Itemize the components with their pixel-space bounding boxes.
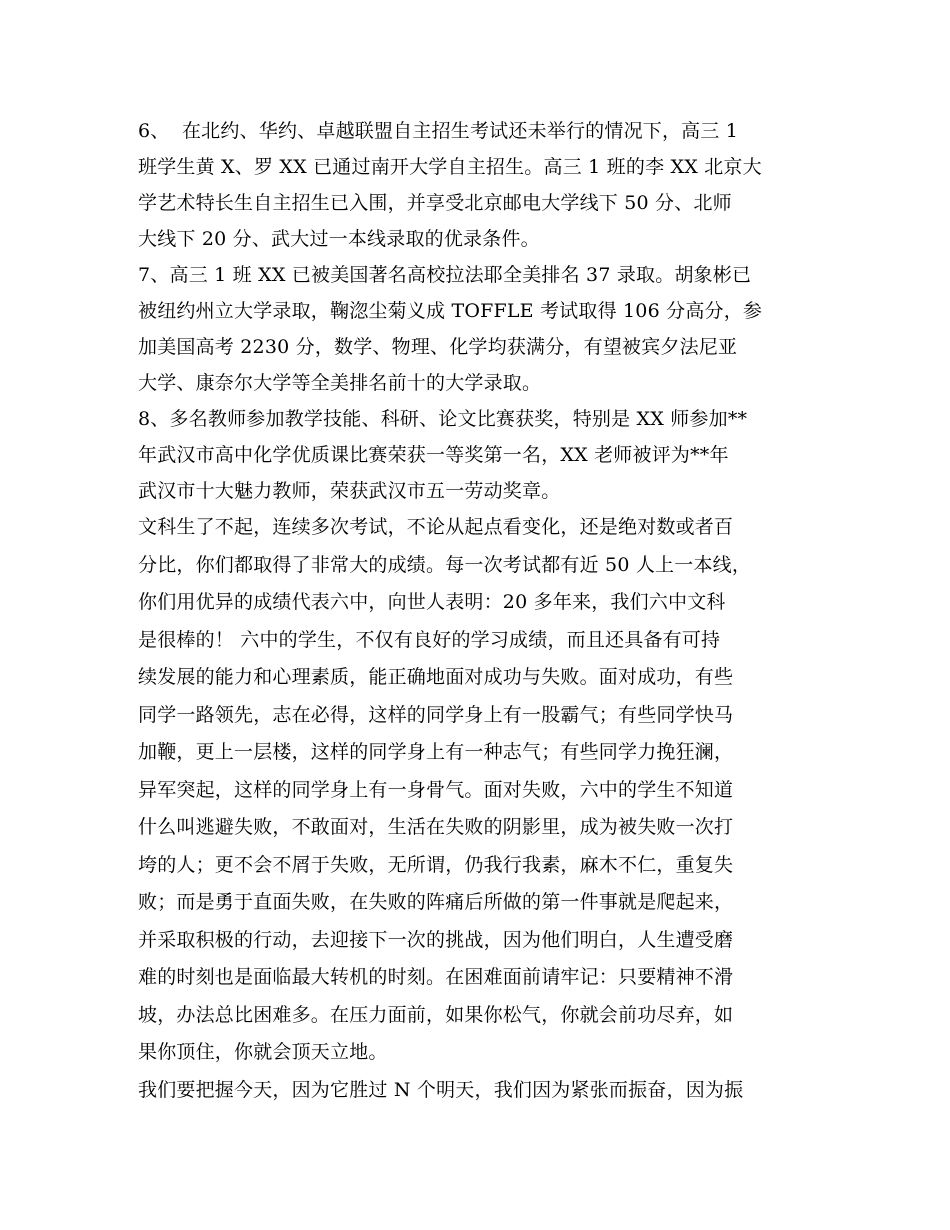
text-line: 难的时刻也是面临最大转机的时刻。在困难面前请牢记：只要精神不滑: [138, 966, 734, 988]
document-page: [138, 113, 828, 1109]
text-line: 8、多名教师参加教学技能、科研、论文比赛获奖，特别是 XX 师参加**: [138, 408, 748, 430]
text-line: 加鞭，更上一层楼，这样的同学身上有一种志气；有些同学力挽狂澜，: [138, 741, 734, 763]
text-line: 异军突起，这样的同学身上有一身骨气。面对失败，六中的学生不知道: [138, 778, 734, 801]
text-line: 并采取积极的行动，去迎接下一次的挑战，因为他们明白，人生遭受磨: [138, 928, 734, 951]
text-line: 同学一路领先，志在必得，这样的同学身上有一股霸气；有些同学快马: [138, 703, 734, 726]
text-line: 大学、康奈尔大学等全美排名前十的大学录取。: [138, 372, 542, 394]
achievement-item-8: [138, 401, 828, 509]
text-line: 果你顶住，你就会顶天立地。: [138, 1041, 388, 1063]
text-line: 班学生黄 X、罗 XX 已通过南开大学自主招生。高三 1 班的李 XX 北京大: [138, 156, 762, 178]
text-line: 续发展的能力和心理素质，能正确地面对成功与失败。面对成功，有些: [138, 666, 734, 688]
text-line: 是很棒的！ 六中的学生，不仅有良好的学习成绩，而且还具备有可持: [138, 628, 721, 651]
text-line: 文科生了不起，连续多次考试，不论从起点看变化，还是绝对数或者百: [138, 516, 734, 538]
text-line: 坡，办法总比困难多。在压力面前，如果你松气，你就会前功尽弃，如: [138, 1003, 734, 1026]
text-line: 你们用优异的成绩代表六中，向世人表明：20 多年来，我们六中文科: [138, 591, 726, 613]
text-line: 武汉市十大魅力教师，荣获武汉市五一劳动奖章。: [138, 480, 561, 502]
achievement-item-6: [138, 113, 828, 257]
liberal-arts-paragraph: [138, 509, 828, 1072]
text-line: 学艺术特长生自主招生已入围，并享受北京邮电大学线下 50 分、北师: [138, 192, 732, 214]
text-line: 败；而是勇于直面失败，在失败的阵痛后所做的第一件事就是爬起来，: [138, 891, 734, 913]
seize-today-paragraph: [138, 1072, 828, 1110]
text-line: 6、 在北约、华约、卓越联盟自主招生考试还未举行的情况下，高三 1: [138, 120, 739, 142]
text-line: 什么叫逃避失败，不敢面对，生活在失败的阴影里，成为被失败一次打: [138, 816, 734, 838]
text-line: 7、高三 1 班 XX 已被美国著名高校拉法耶全美排名 37 录取。胡象彬已: [138, 264, 752, 286]
text-line: 被纽约州立大学录取，鞠淴尘菊义成 TOFFLE 考试取得 106 分高分，参: [138, 300, 763, 322]
text-line: 我们要把握今天，因为它胜过 N 个明天，我们因为紧张而振奋，因为振: [138, 1078, 744, 1101]
text-line: 年武汉市高中化学优质课比赛荣获一等奖第一名，XX 老师被评为**年: [138, 444, 729, 466]
text-line: 大线下 20 分、武大过一本线录取的优录条件。: [138, 228, 540, 250]
text-line: 垮的人；更不会不屑于失败，无所谓，仍我行我素，麻木不仁，重复失: [138, 853, 734, 876]
text-line: 加美国高考 2230 分，数学、物理、化学均获满分，有望被宾夕法尼亚: [138, 336, 738, 358]
achievement-item-7: [138, 257, 828, 401]
text-line: 分比，你们都取得了非常大的成绩。每一次考试都有近 50 人上一本线，: [138, 553, 752, 576]
